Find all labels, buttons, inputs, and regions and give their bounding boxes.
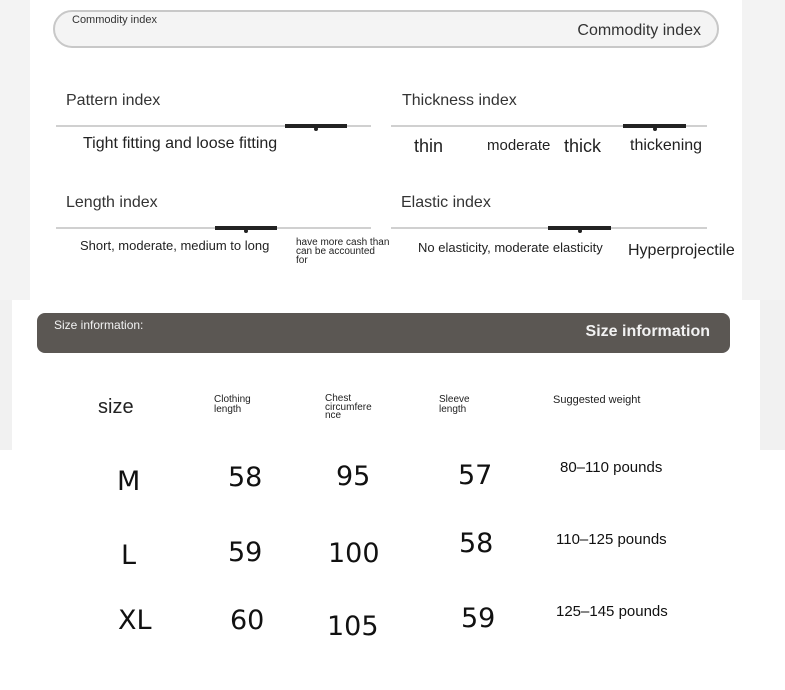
elastic-index-title: Elastic index: [401, 194, 491, 211]
length-option-2-line-3: for: [296, 255, 308, 266]
background-right: [742, 0, 785, 300]
elastic-option-2: Hyperprojectile: [628, 242, 735, 259]
length-option-2-line-2: can be accounted: [296, 246, 375, 257]
header-sleeve-length: [439, 395, 470, 415]
length-option-2: [296, 238, 389, 265]
header-chest-circumference: [325, 395, 372, 421]
thickness-index-title: Thickness index: [402, 92, 517, 109]
thickness-option-thin: thin: [414, 136, 444, 156]
row-m-chest: 95: [336, 461, 371, 492]
length-index-marker: [215, 226, 277, 230]
thickness-index-marker: [623, 124, 686, 128]
length-option-2-line-1: have more cash than: [296, 237, 390, 248]
header-sleeve-length-line-2: length: [439, 404, 467, 415]
row-l-sleeve: 58: [459, 528, 494, 559]
row-l-chest: 100: [328, 538, 380, 569]
row-m-sleeve: 57: [458, 460, 493, 491]
row-l-size: L: [121, 540, 137, 571]
header-chest-line-1: Chest: [325, 393, 352, 404]
header-clothing-length-line-2: length: [214, 404, 242, 415]
length-index-track: [56, 227, 371, 229]
commodity-index-label: Commodity index: [72, 14, 157, 26]
row-xl-chest: 105: [327, 611, 379, 642]
row-l-weight: 110–125 pounds: [556, 531, 667, 548]
header-size: size: [98, 396, 134, 418]
thickness-option-thickening: thickening: [630, 137, 703, 154]
size-information-title: Size information: [585, 323, 710, 340]
row-xl-sleeve: 59: [461, 603, 496, 634]
row-m-clothing-length: 58: [228, 462, 263, 493]
background-left: [0, 0, 30, 300]
header-sleeve-length-line-1: Sleeve: [439, 394, 470, 405]
pattern-index-marker: [285, 124, 347, 128]
row-m-weight: 80–110 pounds: [560, 459, 663, 476]
commodity-index-title: Commodity index: [577, 22, 701, 39]
elastic-option-1: No elasticity, moderate elasticity: [418, 240, 603, 255]
row-l-clothing-length: 59: [228, 537, 263, 568]
thickness-option-moderate: moderate: [487, 137, 551, 154]
background-mid-left: [0, 300, 12, 450]
length-option-1: Short, moderate, medium to long: [80, 238, 270, 253]
pattern-option-1: Tight fitting and loose fitting: [83, 135, 278, 152]
thickness-option-thick: thick: [564, 136, 602, 156]
header-suggested-weight: Suggested weight: [553, 394, 641, 406]
size-information-bar: [37, 313, 730, 353]
row-xl-size: XL: [118, 605, 152, 636]
commodity-index-bar: [53, 10, 719, 48]
size-information-label: Size information:: [54, 318, 144, 332]
header-chest-line-2: circumfere: [325, 401, 372, 413]
pattern-index-title: Pattern index: [66, 92, 161, 109]
header-clothing-length: [214, 395, 251, 415]
elastic-index-marker: [548, 226, 611, 230]
header-chest-line-3: nce: [325, 410, 342, 421]
row-xl-clothing-length: 60: [230, 605, 265, 636]
header-clothing-length-line-1: Clothing: [214, 394, 251, 405]
length-index-title: Length index: [66, 194, 158, 211]
row-xl-weight: 125–145 pounds: [556, 603, 668, 620]
row-m-size: M: [117, 466, 141, 497]
background-mid-right: [760, 300, 785, 450]
